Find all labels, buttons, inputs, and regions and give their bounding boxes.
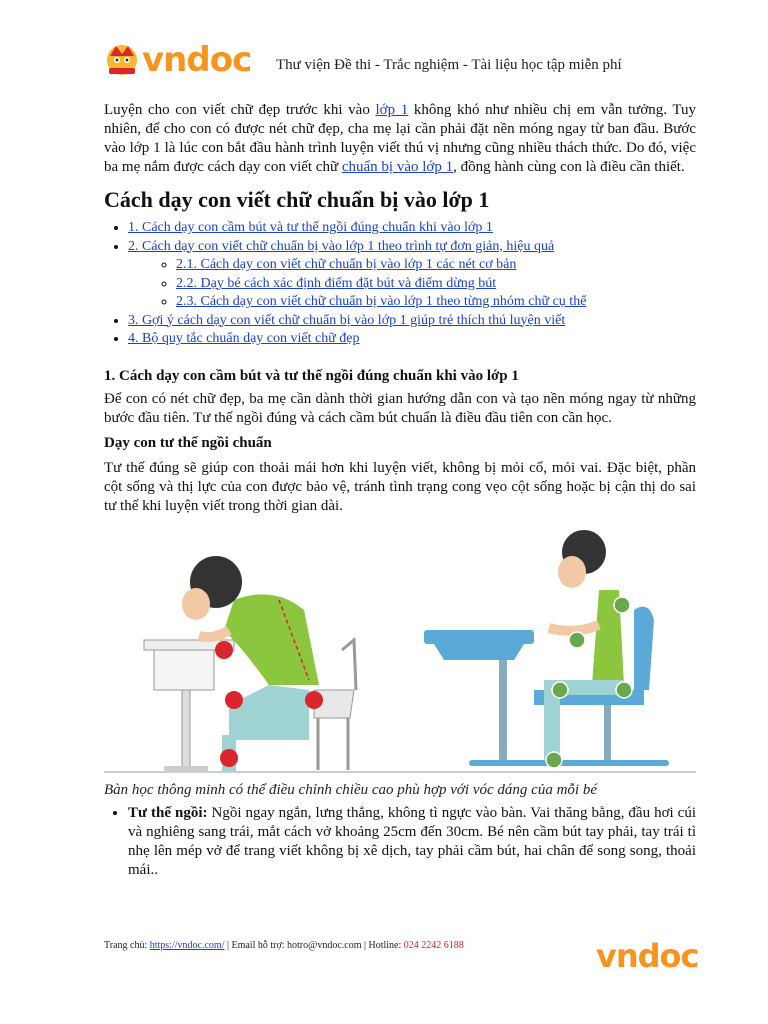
section-subheading: Dạy con tư thế ngồi chuẩn	[104, 434, 272, 451]
section-paragraph: Tư thế đúng sẽ giúp con thoải mái hơn khi luyện viết, không bị mỏi cổ, mỏi vai. Đặc biệt, phần cột sống và thị lực của con được bảo vệ, tránh tình trạng cong vẹo cột sống hoặc bị cận thị do sai tư thế khi luyện viết trong thời gian dài.	[104, 459, 696, 514]
intro-paragraph: Luyện cho con viết chữ đẹp trước khi vào lớp 1 không khó như nhiều chị em vẫn tưởng. Tuy nhiên, để cho con có được nét chữ đẹp, cha mẹ lại cần phải đặt nền móng ngay từ ban đầu. Bước vào lớp 1 là lúc con bắt đầu hành trình luyện viết thú vị nhưng cũng nhiều thách thức. Do đó, việc ba mẹ nắm được cách dạy con viết chữ chuẩn bị vào lớp 1, đồng hành cùng con là điều cần thiết.	[104, 102, 696, 175]
correct-posture-figure	[424, 530, 669, 768]
link-lop-1[interactable]: lớp 1	[375, 102, 409, 118]
toc-link-1[interactable]: 1. Cách dạy con cầm bút và tư thế ngồi đúng chuẩn khi vào lớp 1	[128, 220, 493, 235]
page-header	[104, 40, 664, 90]
toc-item	[128, 238, 696, 312]
toc-link-2[interactable]: 2. Cách dạy con viết chữ chuẩn bị vào lớp 1 theo trình tự đơn giản, hiệu quả	[128, 238, 555, 254]
posture-image	[104, 530, 696, 780]
footer-logo[interactable]: vndoc	[596, 937, 699, 975]
toc-link-2-1[interactable]: 2.1. Cách dạy con viết chữ chuẩn bị vào lớp 1 các nét cơ bản	[176, 257, 517, 272]
vndoc-logo[interactable]	[104, 40, 251, 80]
page-footer: Trang chủ: https://vndoc.com/ | Email hỗ trợ: hotro@vndoc.com | Hotline: 024 2242 6188	[104, 940, 464, 951]
toc-link-4[interactable]: 4. Bộ quy tắc chuẩn dạy con viết chữ đẹp	[128, 331, 360, 346]
toc-item	[128, 330, 696, 349]
section-heading: 1. Cách dạy con cầm bút và tư thế ngồi đúng chuẩn khi vào lớp 1	[104, 367, 519, 384]
toc-subitem	[176, 275, 696, 294]
bullet-label: Tư thế ngồi:	[128, 804, 208, 821]
incorrect-posture-figure	[144, 556, 356, 772]
toc-item	[128, 219, 696, 238]
table-of-contents	[104, 219, 696, 349]
figure-caption: Bàn học thông minh có thể điều chỉnh chiều cao phù hợp với vóc dáng của mỗi bé	[104, 781, 597, 798]
mascot-icon	[104, 42, 140, 78]
toc-link-2-2[interactable]: 2.2. Dạy bé cách xác định điểm đặt bút và điểm dừng bút	[176, 275, 497, 291]
toc-link-3[interactable]: 3. Gợi ý cách dạy con viết chữ chuẩn bị vào lớp 1 giúp trẻ thích thú luyện viết	[128, 312, 566, 328]
logo-text: vndoc	[142, 40, 252, 80]
toc-link-2-3[interactable]: 2.3. Cách dạy con viết chữ chuẩn bị vào lớp 1 theo từng nhóm chữ cụ thể	[176, 294, 587, 309]
link-chuan-bi-vao-lop-1[interactable]: chuẩn bị vào lớp 1	[341, 159, 454, 175]
section-paragraph: Để con có nét chữ đẹp, ba mẹ cần dành thời gian hướng dẫn con và tạo nền móng ngay từ những bước đầu tiên. Tư thế ngồi đúng và cách cầm bút chuẩn là điều đầu tiên con cần học.	[104, 390, 696, 426]
article-title: Cách dạy con viết chữ chuẩn bị vào lớp 1	[104, 187, 490, 212]
posture-illustration	[104, 530, 696, 780]
toc-subitem	[176, 256, 696, 275]
list-item: • Tư thế ngồi: Ngồi ngay ngắn, lưng thẳng, không tì ngực vào bàn. Vai thăng bằng, đầu hơi cúi và nghiêng sang trái, mắt cách vở khoảng 25cm đến 30cm. Bé nên cầm bút tay phải, tay trái tì nhẹ lên mép vở để trang viết không bị xê dịch, tay phải cầm bút, hai chân để song song, thoải mái..	[128, 804, 696, 880]
toc-subitem	[176, 293, 696, 312]
footer-home-link[interactable]: https://vndoc.com/	[149, 940, 225, 951]
footer-hotline: 024 2242 6188	[403, 940, 464, 951]
toc-item	[128, 312, 696, 331]
header-tagline: Thư viện Đề thi - Trắc nghiệm - Tài liệu học tập miễn phí	[276, 57, 622, 73]
article-body	[104, 101, 696, 880]
posture-bullet-list	[104, 804, 696, 880]
